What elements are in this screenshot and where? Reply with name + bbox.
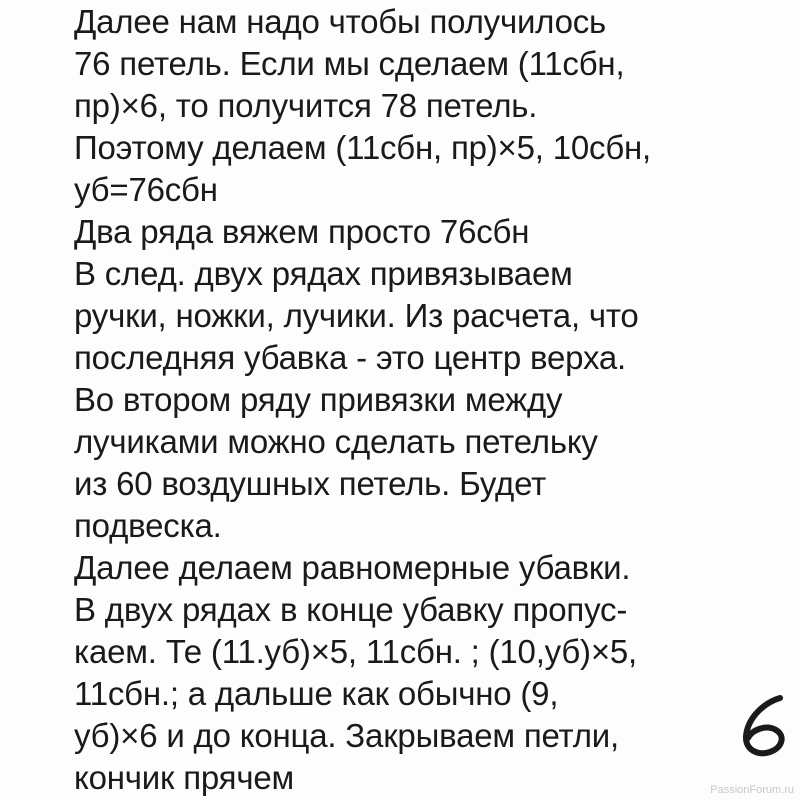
text-line: Далее нам надо чтобы получилось [74, 3, 607, 40]
text-line: каем. Те (11.уб)×5, 11сбн. ; (10,уб)×5, [74, 633, 638, 670]
text-line: В двух рядах в конце убавку пропус- [74, 591, 628, 628]
text-line: лучиками можно сделать петельку [74, 423, 598, 460]
watermark-text: PassionForum.ru [710, 784, 794, 796]
text-line: 76 петель. Если мы сделаем (11сбн, [74, 45, 625, 82]
text-line: уб)×6 и до конца. Закрываем петли, [74, 717, 619, 754]
text-line: Поэтому делаем (11сбн, пр)×5, 10сбн, [74, 129, 652, 166]
text-line: пр)×6, то получится 78 петель. [74, 87, 538, 124]
text-line: ручки, ножки, лучики. Из расчета, что [74, 297, 639, 334]
handwritten-page-number [736, 692, 796, 762]
text-line: уб=76сбн [74, 171, 218, 208]
text-line: 11сбн.; а дальше как обычно (9, [74, 675, 559, 712]
document-text [74, 1, 651, 799]
text-line: последняя убавка - это центр верха. [74, 339, 627, 376]
text-line: Два ряда вяжем просто 76сбн [74, 213, 530, 250]
text-line: из 60 воздушных петель. Будет [74, 465, 547, 502]
text-line: Далее делаем равномерные убавки. [74, 549, 631, 586]
text-line: подвеска. [74, 507, 222, 544]
text-line: Во втором ряду привязки между [74, 381, 563, 418]
text-line: кончик прячем [74, 759, 294, 796]
text-line: В след. двух рядах привязываем [74, 255, 573, 292]
